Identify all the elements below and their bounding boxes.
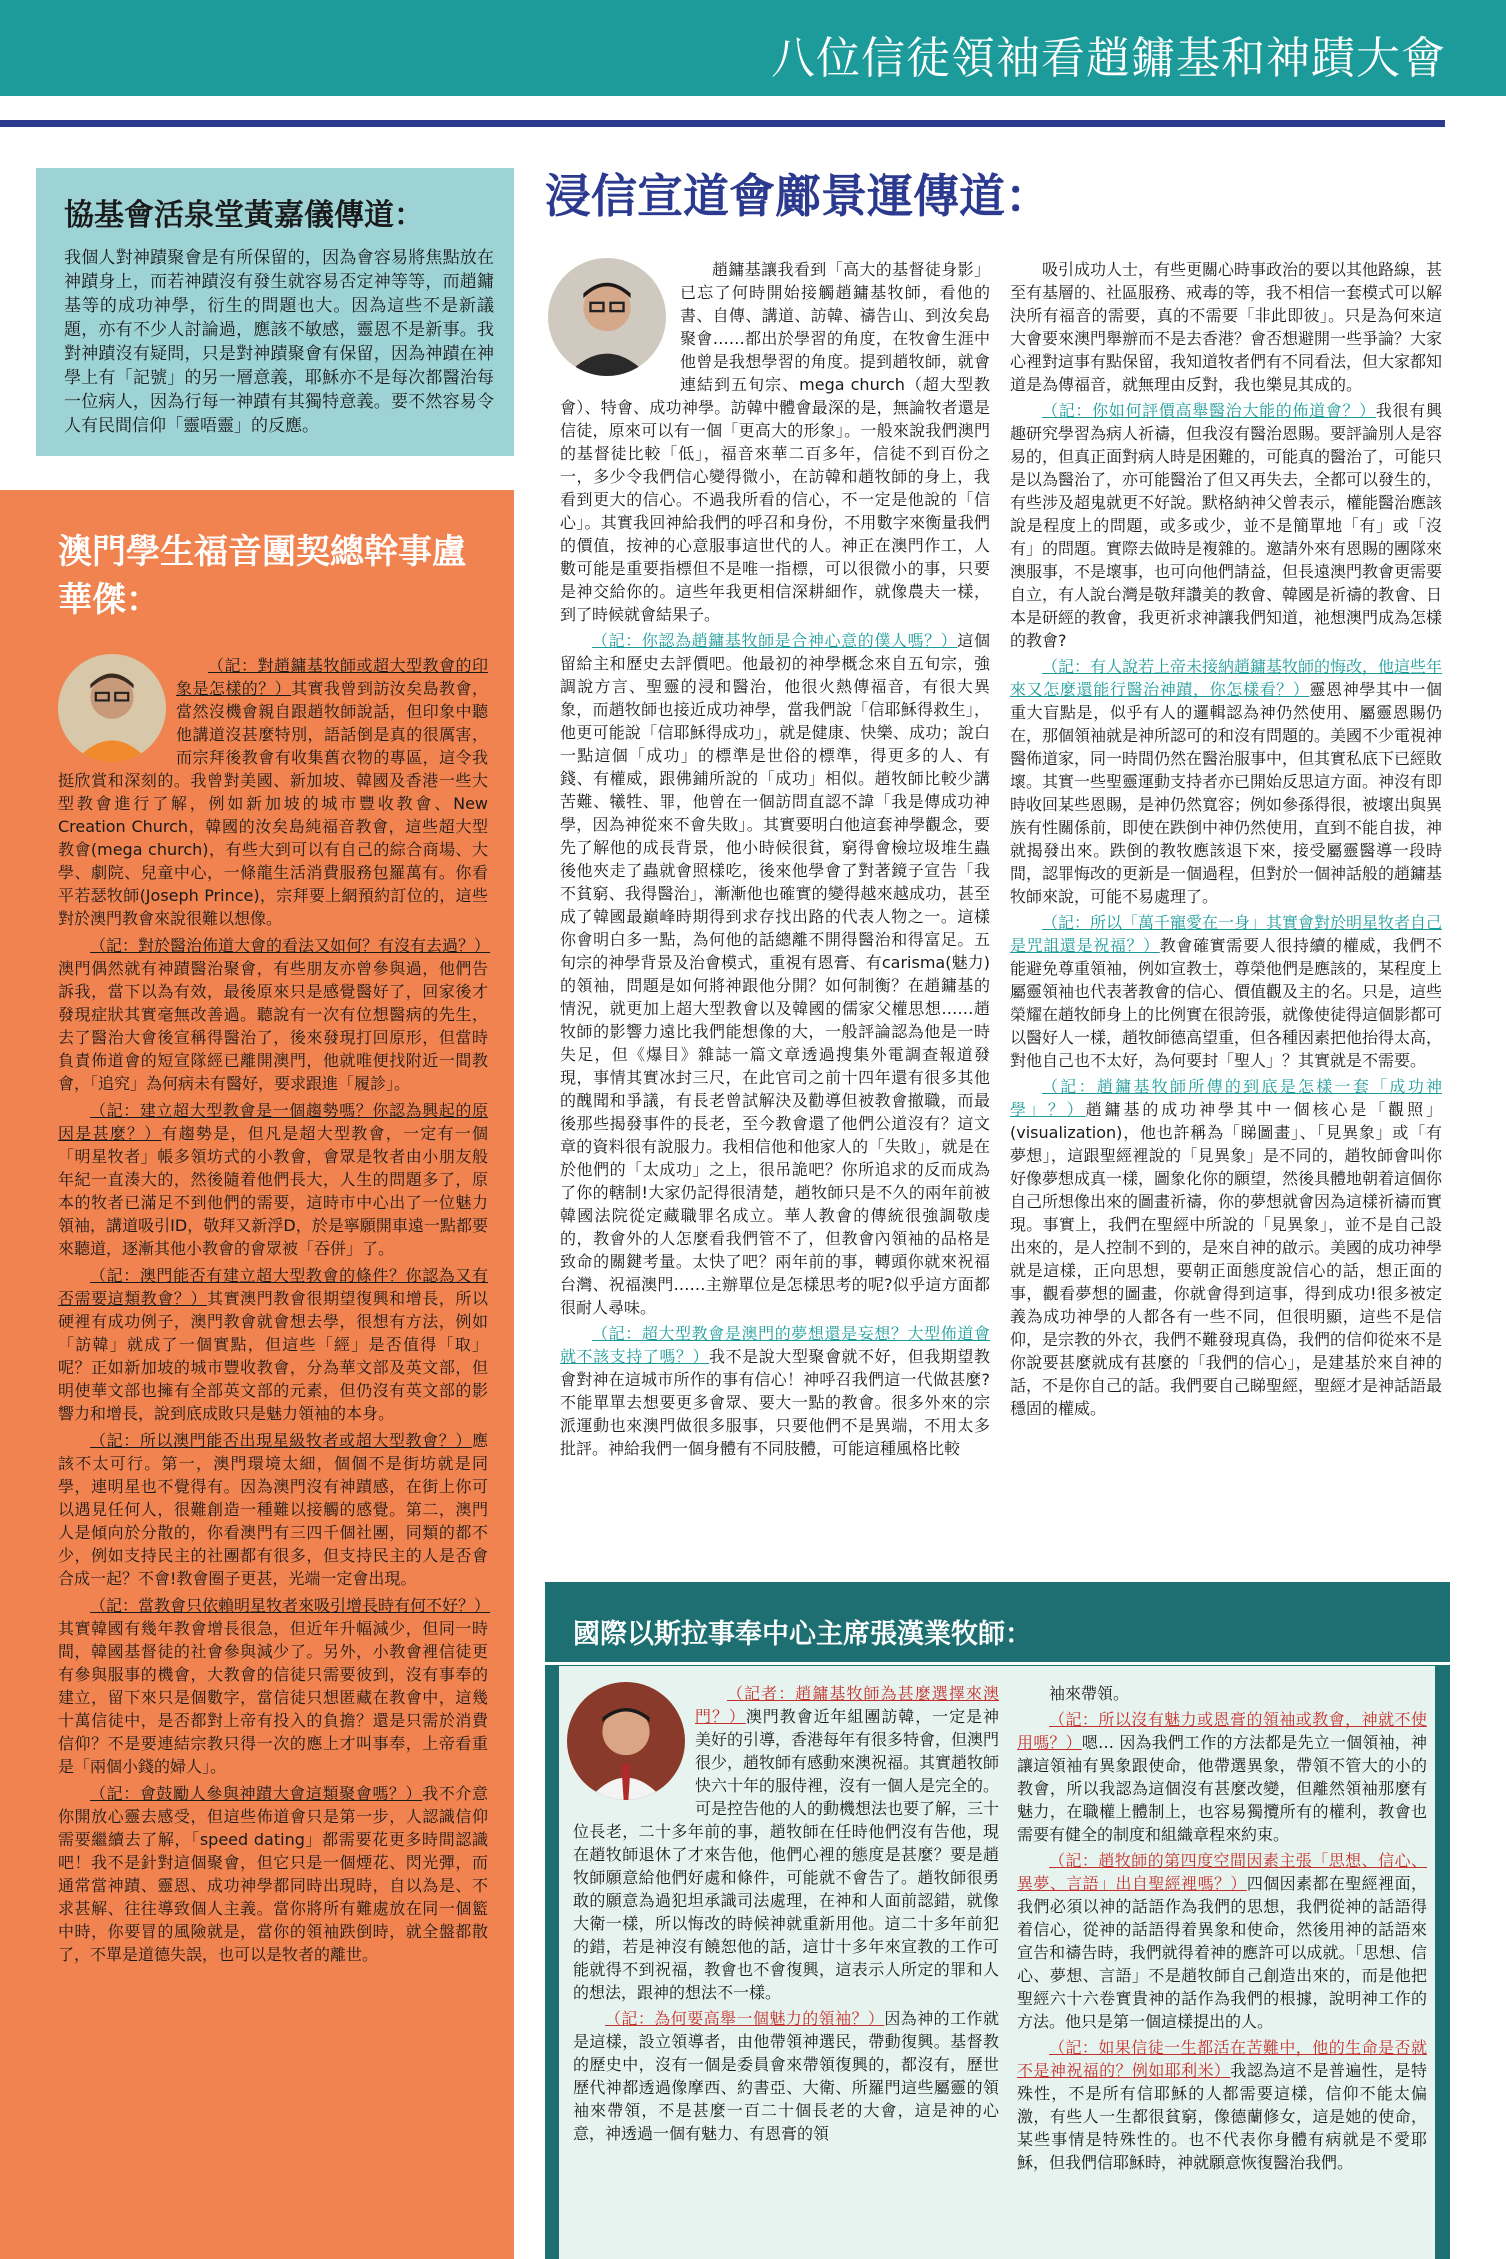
photo-spacer — [560, 258, 680, 378]
interview-answer: 應該不太可行。第一，澳門環境太細，個個不是街坊就是同學，連明星也不覺得有。因為澳門沒有神蹟感，在街上你可以遇見任何人，很難創造一種難以接觸的感覺。第二，澳門人是傾向於分散的，你看澳門有三四千個社團，同類的都不少，例如支持民主的社團都有很多，但支持民主的人是否會合成一起？不會!教會圈子更甚，光端一定會出現。 — [58, 1431, 488, 1588]
interview-answer: 澳門偶然就有神蹟醫治聚會，有些朋友亦曾參與過，他們告訴我，當下以為有效，最後原來只是感覺醫好了，回家後才發現症狀其實毫無改善過。聽說有一次有位想醫病的先生，去了醫治大會後宣稱得醫治了，後來發現打回原形，但當時負責佈道會的短宣隊經已離開澳門，他就唯便找附近一間教會，「追究」為何病未有醫好，要求跟進「履診」。 — [58, 959, 488, 1093]
interview-question: （記：有人說若上帝未接納趙鏞基牧師的悔改，他這些年來又怎麼還能行醫治神蹟，你怎樣看？） — [1010, 657, 1443, 699]
bottom-column-1 — [573, 1682, 999, 2148]
article-paragraph — [573, 2007, 999, 2145]
bottom-interview-title: 國際以斯拉事奉中心主席張漢業牧師： — [573, 1619, 1032, 1650]
interview-question: （記：建立超大型教會是一個趨勢嗎？你認為興起的原因是甚麼？） — [58, 1101, 488, 1143]
article-paragraph — [1010, 1075, 1442, 1420]
interview-question: （記：為何要高舉一個魅力的領袖？） — [605, 2009, 885, 2028]
header-band — [0, 0, 1506, 96]
article-paragraph — [1017, 1849, 1427, 2033]
interview-question: （記：你認為趙鏞基牧師是合神心意的僕人嗎？） — [592, 631, 958, 650]
interview-answer: 我不介意你開放心靈去感受，但這些佈道會只是第一步，人認識信仰需要繼續去了解，「speed dating」都需要花更多時間認識吧！我不是針對這個聚會，但它只是一個煙花、閃光彈，而通常當神蹟、靈恩、成功神學都同時出現時，自以為是、不求甚解、往往導致個人主義。當你將所有難處放在同一個籃中時，你要冒的風險就是，當你的領袖跌倒時，就全盤都散了，不單是道德失誤，也可以是牧者的離世。 — [58, 1784, 488, 1964]
interview-answer: 趙鏞基讓我看到「高大的基督徒身影」已忘了何時開始接觸趙鏞基牧師，看他的書、自傳、講道、訪韓、禱告山、到汝矣島聚會……都出於學習的角度，在牧會生涯中他曾是我想學習的角度。提到趙牧師，就會連結到五旬宗、mega church（超大型教會）、特會、成功神學。訪韓中體會最深的是，無論牧者還是信徒，原來可以有一個「更高大的形象」。一般來說我們澳門的基督徒比較「低」，福音來華二百多年，信徒不到百份之一，多少令我們信心變得微小，在訪韓和趙牧師的身上，我看到更大的信心。不過我所看的信心，不一定是他說的「信心」。其實我回神給我們的呼召和身份，不用數字來衡量我們的價值，按神的心意服事這世代的人。神正在澳門作工，人數可能是重要指標但不是唯一指標，可以很微小的事，只要是神交給你的。這些年我更相信深耕細作，就像農夫一樣，到了時候就會結果子。 — [560, 260, 990, 624]
article-paragraph — [58, 1099, 488, 1260]
interview-answer: 澳門教會近年組團訪韓，一定是神美好的引導，香港每年有很多特會，但澳門很少，趙牧師有感動來澳祝福。其實趙牧師快六十年的服侍裡，沒有一個人是完全的。可是控告他的人的動機想法也要了解，三十位長老，二十多年前的事，趙牧師在任時他們沒有告他，現在趙牧師退休了才來告他，他們心裡的態度是甚麼？要是趙牧師願意給他們好處和條件，可能就不會告了。趙牧師很勇敢的願意為過犯坦承識司法處理，在神和人面前認錯，就像大衛一樣，所以悔改的時候神就重新用他。這二十多年前犯的錯，若是神沒有饒恕他的話，這廿十多年來宣教的工作可能就得不到祝福，教會也不會復興，這表示人所定的罪和人的想法，跟神的想法不一樣。 — [573, 1707, 1000, 2002]
article-paragraph — [1017, 2036, 1427, 2174]
interview-question: （記：趙牧師的第四度空間因素主張「思想、信心、異夢、言語」出自聖經裡嗎？） — [1017, 1851, 1427, 1893]
sidebar-top-title: 協基會活泉堂黃嘉儀傳道： — [64, 198, 424, 233]
interview-answer: 趙鏞基的成功神學其中一個核心是「觀照」(visualization)，他也許稱為「睇圖畫」、「見異象」或「有夢想」，這跟聖經裡說的「見異象」是不同的，趙牧師會叫你好像夢想成真一樣，圖象化你的願望，然後具體地朝着這個你自己所想像出來的圖畫祈禱，你的夢想就會因為這樣祈禱而實現。事實上，我們在聖經中所說的「見異象」，並不是自己設出來的，是人控制不到的，是來自神的啟示。美國的成功神學就是這樣，正向思想，要朝正面態度說信心的話，想正面的事，觀看夢想的圖畫，你就會得到這事，得到成功!很多被定義為成功神學的人都各有一些不同，但很明顯，這些不是信仰，是宗教的外衣，我們不難發現真偽，我們的信仰從來不是你說要甚麼就成有甚麼的「我們的信心」，是建基於來自神的話，不是你自己的話。我們要自己睇聖經，聖經才是神話語最穩固的權威。 — [1010, 1100, 1443, 1418]
interview-answer: 其實韓國有幾年教會增長很急，但近年升幅減少，但同一時間，韓國基督徒的社會參與減少了。另外，小教會裡信徒更有參與服事的機會，大教會的信徒只需要彼到，沒有事奉的建立，留下來只是個數字，當信徒只想匿藏在教會中，這幾十萬信徒中，是否都對上帝有投入的負擔？還是只需於消費信仰？不是要連結宗教只得一次的應上才叫事奉，上帝看重是「兩個小錢的婦人」。 — [58, 1619, 488, 1776]
interview-question: （記：所以沒有魅力或恩膏的領袖或教會，神就不使用嗎？） — [1017, 1710, 1427, 1752]
article-paragraph — [58, 1594, 491, 1778]
bottom-interview-box — [545, 1582, 1450, 2259]
interview-answer: 其實澳門教會很期望復興和增長，所以硬裡有成功例子，澳門教會就會想去學，很想有方法，例如「訪韓」就成了一個實點，但這些「經」是否值得「取」呢？正如新加坡的城市豐收教會，分為華文部及英文部，但明使華文部也擁有全部英文部的元素，但仍沒有英文部的影響力和增長，說到底成敗只是魅力領袖的本身。 — [58, 1289, 488, 1423]
interview-answer: 因為神的工作就是這樣，設立領導者，由他帶領神選民，帶動復興。基督教的歷史中，沒有一個是委員會來帶領復興的，都沒有，歷世歷代神都透過像摩西、約書亞、大衛、所羅門這些屬靈的領袖來帶領，不是甚麼一百二十個長老的大會，這是神的心意，神透過一個有魅力、有恩膏的領 — [573, 2009, 999, 2143]
interview-question: （記：會鼓勵人參與神蹟大會這類聚會嗎？） — [90, 1784, 423, 1803]
bottom-column-2 — [1017, 1682, 1427, 2177]
interview-answer: 四個因素都在聖經裡面，我們必須以神的話語作為我們的思想，我們從神的話語得着信心，從神的話語得着異象和使命，然後用神的話語來宣告和禱告時，我們就得着神的應許可以成就。「思想、信心、夢想、言語」不是趙牧師自己創造出來的，而是他把聖經六十六卷實貴神的話作為我們的根據，說明神工作的方法。他只是第一個這樣提出的人。 — [1017, 1874, 1427, 2031]
interview-answer: 我認為這不是普遍性，是特殊性，不是所有信耶穌的人都需要這樣，信仰不能太偏激，有些人一生都很貧窮，像德蘭修女，這是她的使命，某些事情是特殊性的。也不代表你身體有病就是不愛耶穌，但我們信耶穌時，神就願意恢復醫治我們。 — [1017, 2061, 1427, 2172]
article-paragraph — [58, 1264, 488, 1425]
photo-spacer — [573, 1682, 695, 1802]
article-paragraph — [58, 934, 491, 1095]
article-paragraph — [1010, 911, 1442, 1072]
main-article-column-1 — [560, 258, 990, 1463]
article-paragraph — [1010, 655, 1442, 908]
interview-question: （記：超大型教會是澳門的夢想還是妄想？大型佈道會就不該支持了嗎？） — [560, 1324, 990, 1366]
photo-spacer — [58, 654, 176, 766]
interview-answer: 其實我曾到訪汝矣島教會，當然沒機會親自跟趙牧師說話，但印象中聽他講道沒甚麼特別，語話倒是真的很厲害，而宗拜後教會有收集舊衣物的專區，這令我挺欣賞和深刻的。我曾對美國、新加坡、韓國及香港一些大型教會進行了解，例如新加坡的城市豐收教會、New Creation Church，韓國的汝矣島純福音教會，這些超大型教會(mega church)，有些大到可以有自己的綜合商場、大學、劇院、兒童中心，一條龍生活消費服務包羅萬有。你看平若瑟牧師(Joseph Prince)，宗拜要上網預約訂位的，這些對於澳門教會來說很難以想像。 — [58, 679, 488, 928]
sidebar-top-box — [36, 168, 514, 456]
interview-question: （記者：趙鏞基牧師為甚麼選擇來澳門？） — [695, 1684, 999, 1726]
interview-answer: 嗯… 因為我們工作的方法都是先立一個領袖，神讓這領袖有異象跟使命，他帶選異象，帶領不管大的小的教會，所以我認為這個沒有甚麼改變，但離然領袖那麼有魅力，在職權上體制上，也容易獨攬所有的權利，教會也需要有健全的制度和組織章程來約束。 — [1017, 1733, 1427, 1844]
interview-answer: 這個留給主和歷史去評價吧。他最初的神學概念來自五旬宗，強調說方言、聖靈的浸和醫治，他很火熱傳福音，有很大異象，而趙牧師也接近成功神學，當我們說「信耶穌得救生」，他更可能說「信耶穌得成功」，就是健康、快樂、成功；說白一點這個「成功」的標準是世俗的標準，得更多的人、有錢、有權威，跟佛鋪所說的「成功」相似。趙牧師比較少講苦難、犧牲、罪，他曾在一個訪問直認不諱「我是傳成功神學，因為神從來不會失敗」。其實要明白他這套神學觀念，要先了解他的成長背景，他小時候很貧，窮得會檢垃圾堆生蟲後他夾走了蟲就會照樣吃，後來他學會了對著鏡子宣告「我不貧窮、我得醫治」，漸漸他也確實的變得越來越成功，甚至成了韓國最巔峰時期得到求存找出路的代表人物之一。這樣你會明白多一點，為何他的話總離不開得醫治和得富足。五旬宗的神學背景及治會模式，重視有恩膏、有carisma(魅力)的領袖，問題是如何將神跟他分開？如何制衡？在趙鏞基的情況，就更加上超大型教會以及韓國的儒家父權思想……趙牧師的影響力遠比我們能想像的大，一般評論認為他是一時失足，但《爆目》雜誌一篇文章透過搜集外電調查報道發現，事情其實冰封三尺，在此官司之前十四年還有很多其他的醜聞和爭議，有長老曾試解決及勸導但被教會撤職，而最後那些揭發事件的長老，至今教會還了他們公道沒有？這文章的資料很有說服力。我相信他和他家人的「失敗」，就是在於他們的「太成功」之上，很吊詭吧？你所追求的反而成為了你的轄制!大家仍記得很清楚，趙牧師只是不久的兩年前被韓國法院從定藏職罪名成立。華人教會的傳統很強調敬虔的，教會外的人怎麼看我們管不了，但教會內領袖的品格是致命的關鍵考量。太快了吧？兩年前的事，轉頭你就來祝福台灣、祝福澳門……主辦單位是怎樣思考的呢?似乎這方面都很耐人尋味。 — [560, 631, 990, 1317]
header-rule — [0, 120, 1445, 127]
article-paragraph — [560, 629, 990, 1319]
interview-answer: 教會確實需要人很持續的權威，我們不能避免尊重領袖，例如宣教士，尊榮他們是應該的，某程度上屬靈領袖也代表著教會的信心、價值觀及主的名。只是，這些榮耀在趙牧師身上的比例實在很誇張，就像使徒得這個影都可以醫好人一樣，趙牧師德高望重，但各種因素把他抬得太高，對他自己也不太好，為何要封「聖人」？其實就是不需要。 — [1010, 936, 1443, 1070]
interview-answer: 靈恩神學其中一個重大盲點是，似乎有人的邏輯認為神仍然使用、屬靈恩賜仍在，那個領袖就是神所認可的和沒有問題的。美國不少電視神醫佈道家，同一時間仍然在醫治服事中，但其實私底下已經敗壞。其實一些聖靈運動支持者亦已開始反思這方面。神沒有即時收回某些恩賜，是神仍然寬容；例如參孫得很，被壞出與異族有性關係前，即使在跌倒中神仍然使用，直到不能自拔，神就揭發出來。跌倒的教牧應該退下來，接受屬靈醫導一段時間，認罪悔改的更新是一個過程，但對於一個神話般的趙鏞基牧師來說，可能不易處理了。 — [1010, 680, 1443, 906]
interview-question: （記：你如何評價高舉醫治大能的佈道會？） — [1042, 401, 1376, 420]
interview-answer: 吸引成功人士，有些更關心時事政治的要以其他路線，甚至有基層的、社區服務、戒毒的等，我不相信一套模式可以解決所有福音的需要，真的不需要「非此即彼」。只是為何來這大會要來澳門舉辦而不是去香港？會否想避開一些爭論？大家心裡對這事有點保留，我知道牧者們有不同看法，但大家都知道是為傳福音，就無理由反對，我也樂見其成的。 — [1010, 260, 1443, 394]
sidebar-student-body — [58, 654, 491, 1970]
interview-question: （記：趙鏞基牧師所傳的到底是怎樣一套「成功神學」？） — [1010, 1077, 1442, 1119]
page-title: 八位信徒領袖看趙鏞基和神蹟大會 — [771, 33, 1446, 84]
article-paragraph — [1010, 258, 1442, 396]
interview-question: （記：所以「萬千寵愛在一身」其實會對於明星牧者自己是咒詛還是祝福？） — [1010, 913, 1443, 955]
sidebar-student-box — [0, 490, 514, 2259]
sidebar-student-title: 澳門學生福音團契總幹事盧華傑： — [58, 532, 466, 620]
sidebar-top-text: 我個人對神蹟聚會是有所保留的，因為會容易將焦點放在神蹟身上，而若神蹟沒有發生就容易否定神等等，而趙鏞基等的成功神學，衍生的問題也大。因為這些不是新議題，亦有不少人討論過，應該不敏感，靈恩不是新事。我對神蹟沒有疑問，只是對神蹟聚會有保留，因為神蹟在神學上有「記號」的另一層意義，耶穌亦不是每次都醫治每一位病人，因為行每一神蹟有其獨特意義。要不然容易令人有民間信仰「靈唔靈」的反應。 — [64, 248, 494, 436]
interview-question: （記：所以澳門能否出現星級牧者或超大型教會？） — [90, 1431, 472, 1450]
main-article-title: 浸信宣道會鄺景運傳道： — [545, 169, 1051, 223]
article-paragraph — [1017, 1682, 1427, 1705]
main-article-column-2 — [1010, 258, 1442, 1423]
interview-question: （記：當教會只依賴明星牧者來吸引增長時有何不好？） — [90, 1596, 491, 1615]
article-paragraph — [58, 1782, 488, 1966]
article-paragraph — [1010, 399, 1442, 652]
bottom-box-rule — [545, 1662, 1450, 1665]
interview-question: （記：如果信徒一生都活在苦難中，他的生命是否就不是神祝福的？例如耶利米） — [1017, 2038, 1427, 2080]
article-paragraph — [58, 1429, 488, 1590]
interview-answer: 我很有興趣研究學習為病人祈禱，但我沒有醫治恩賜。要評論別人是容易的，但真正面對病人時是困難的，可能真的醫治了，可能只是以為醫治了，亦可能醫治了但又再失去，全都可以發生的，有些涉及超鬼就更不好說。默格納神父曾表示，權能醫治應該說是程度上的問題，或多或少，並不是簡單地「有」或「沒有」的問題。實際去做時是複雜的。邀請外來有恩賜的團隊來澳服事，不是壞事，也可向他們請益，但長遠澳門教會更需要自立，有人說台灣是敬拜讚美的教會、韓國是祈禱的教會、日本是研經的教會，我更祈求神讓我們知道，祂想澳門成為怎樣的教會? — [1010, 401, 1443, 650]
interview-answer: 袖來帶領。 — [1049, 1684, 1130, 1703]
interview-question: （記：對於醫治佈道大會的看法又如何？有沒有去過？） — [90, 936, 491, 955]
interview-answer: 有趨勢是，但凡是超大型教會，一定有一個「明星牧者」帳多領坊式的小教會，會眾是牧者由小朋友般年紀一直湊大的，然後隨着他們長大，人生的問題多了，原本的牧者已滿足不到他們的需要，這時市中心出了一位魅力領袖，講道吸引ID，敬拜又新浮D，於是寧願開車遠一點都要來聽道，逐漸其他小教會的會眾被「吞併」了。 — [58, 1124, 488, 1258]
interview-answer: 我不是說大型聚會就不好，但我期望教會對神在這城市所作的事有信心！神呼召我們這一代做甚麼?不能單單去想要更多會眾、要大一點的教會。很多外來的宗派運動也來澳門做很多服事，只要他們不是異端，不用太多批評。神給我們一個身體有不同肢體，可能這種風格比較 — [560, 1347, 990, 1458]
article-paragraph — [560, 1322, 990, 1460]
interview-question: （記：澳門能否有建立超大型教會的條件？你認為又有否需要這類教會？） — [58, 1266, 488, 1308]
interview-question: （記：對趙鏞基牧師或超大型教會的印象是怎樣的？） — [176, 656, 488, 698]
article-paragraph — [1017, 1708, 1427, 1846]
